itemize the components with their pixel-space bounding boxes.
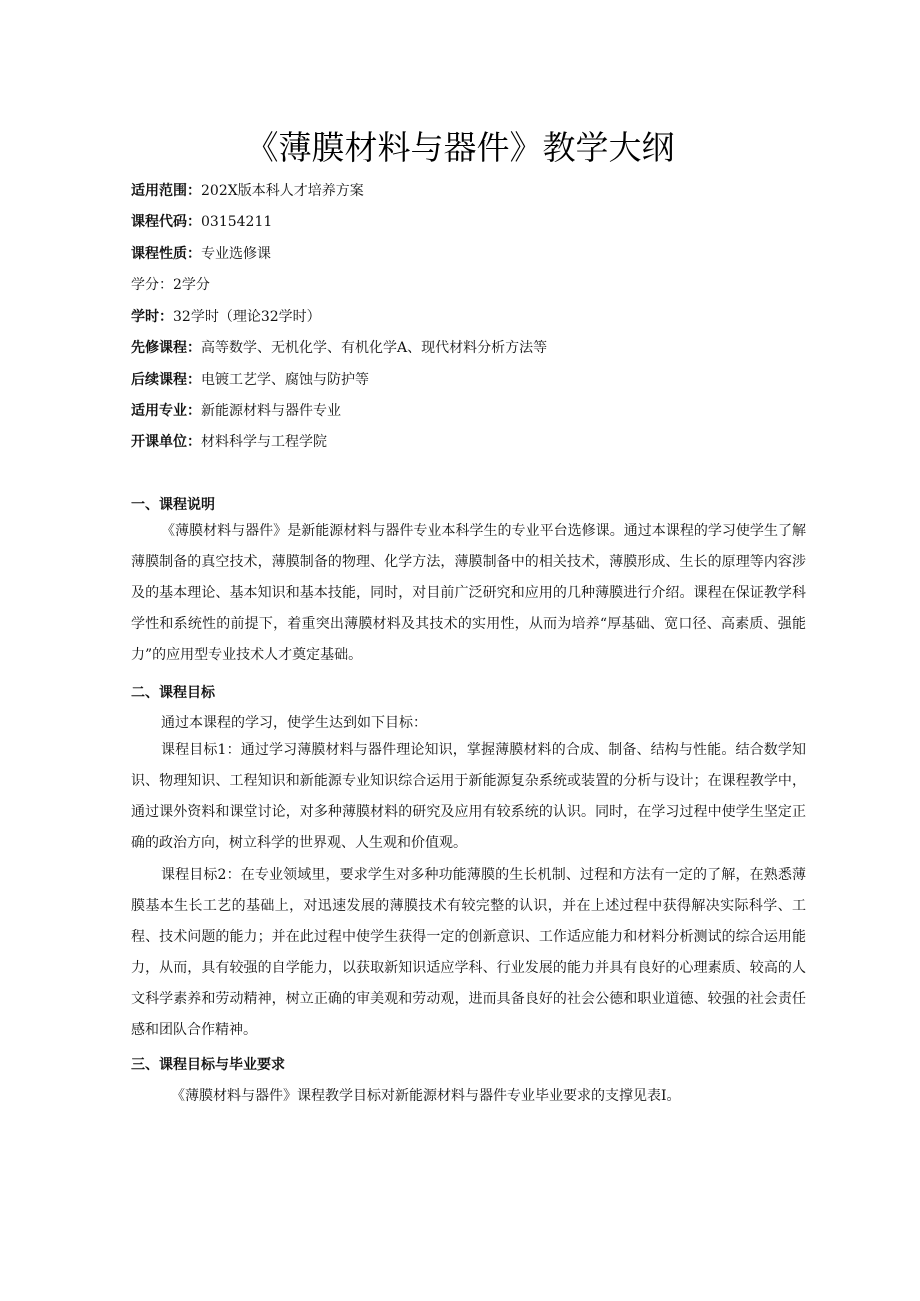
meta-value: 电镀工艺学、腐蚀与防护等 [201,372,369,388]
meta-key: 后续课程： [131,372,201,388]
objective-2-paragraph: 课程目标2：在专业领域里，要求学生对多种功能薄膜的生长机制、过程和方法有一定的了解，在熟悉薄膜基本生长工艺的基础上，对迅速发展的薄膜技术有较完整的认识，并在上述过程中获得解决实际科学、工程、技术问题的能力；并在此过程中使学生获得一定的创新意识、工作适应能力和材料分析测试的综合运用能力，从而，具有较强的自学能力，以获取新知识适应学科、行业发展的能力并具有良好的心理素质、较高的人文科学素养和劳动精神，树立正确的审美观和劳动观，进而具备良好的社会公德和职业道德、较强的社会责任感和团队合作精神。 [131,867,806,1038]
section-heading-requirements: 三、课程目标与毕业要求 [131,1057,285,1073]
meta-followup [131,370,369,390]
objectives-intro: 通过本课程的学习，使学生达到如下目标： [161,715,427,731]
meta-value: 材料科学与工程学院 [201,434,327,450]
meta-major [131,401,341,421]
meta-key: 适用专业： [131,403,201,419]
meta-hours [131,307,321,327]
meta-value: 新能源材料与器件专业 [201,403,341,419]
section-paragraph-description: 《薄膜材料与器件》是新能源材料与器件专业本科学生的专业平台选修课。通过本课程的学习使学生了解薄膜制备的真空技术，薄膜制备的物理、化学方法，薄膜制备中的相关技术，薄膜形成、生长的原理等内容涉及的基本理论、基本知识和基本技能，同时，对目前广泛研究和应用的几种薄膜进行介绍。课程在保证教学科学性和系统性的前提下，着重突出薄膜材料及其技术的实用性，从而为培养“厚基础、宽口径、高素质、强能力”的应用型专业技术人才奠定基础。 [131,523,806,663]
meta-key: 课程性质： [131,246,201,262]
meta-value: 32学时（理论32学时） [173,309,321,325]
meta-key: 适用范围： [131,183,201,199]
page-title: 《薄膜材料与器件》教学大纲 [245,128,675,167]
meta-value: 高等数学、无机化学、有机化学A、现代材料分析方法等 [201,340,548,356]
meta-scope [131,181,364,201]
meta-value: 专业选修课 [201,246,271,262]
requirements-intro: 《薄膜材料与器件》课程教学目标对新能源材料与器件专业毕业要求的支撑见表I。 [171,1088,681,1104]
meta-course-nature [131,244,271,264]
meta-key: 先修课程： [131,340,201,356]
objective-1-paragraph: 课程目标1：通过学习薄膜材料与器件理论知识，掌握薄膜材料的合成、制备、结构与性能。结合数学知识、物理知识、工程知识和新能源专业知识综合运用于新能源复杂系统或装置的分析与设计；在课程教学中，通过课外资料和课堂讨论，对多种薄膜材料的研究及应用有较系统的认识。同时，在学习过程中使学生坚定正确的政治方向，树立科学的世界观、人生观和价值观。 [131,742,806,851]
meta-course-code [131,212,272,232]
meta-key: 课程代码： [131,214,201,230]
meta-key: 开课单位： [131,434,201,450]
meta-prerequisites [131,338,547,358]
meta-credits [131,275,210,295]
meta-value: 03154211 [201,214,273,230]
meta-value: 202X版本科人才培养方案 [201,183,364,199]
meta-value: 2学分 [173,277,210,293]
meta-key: 学分： [131,277,173,293]
section-heading-objectives: 二、课程目标 [131,685,215,701]
meta-key: 学时： [131,309,173,325]
meta-department [131,432,327,452]
section-heading-description: 一、课程说明 [131,497,215,513]
